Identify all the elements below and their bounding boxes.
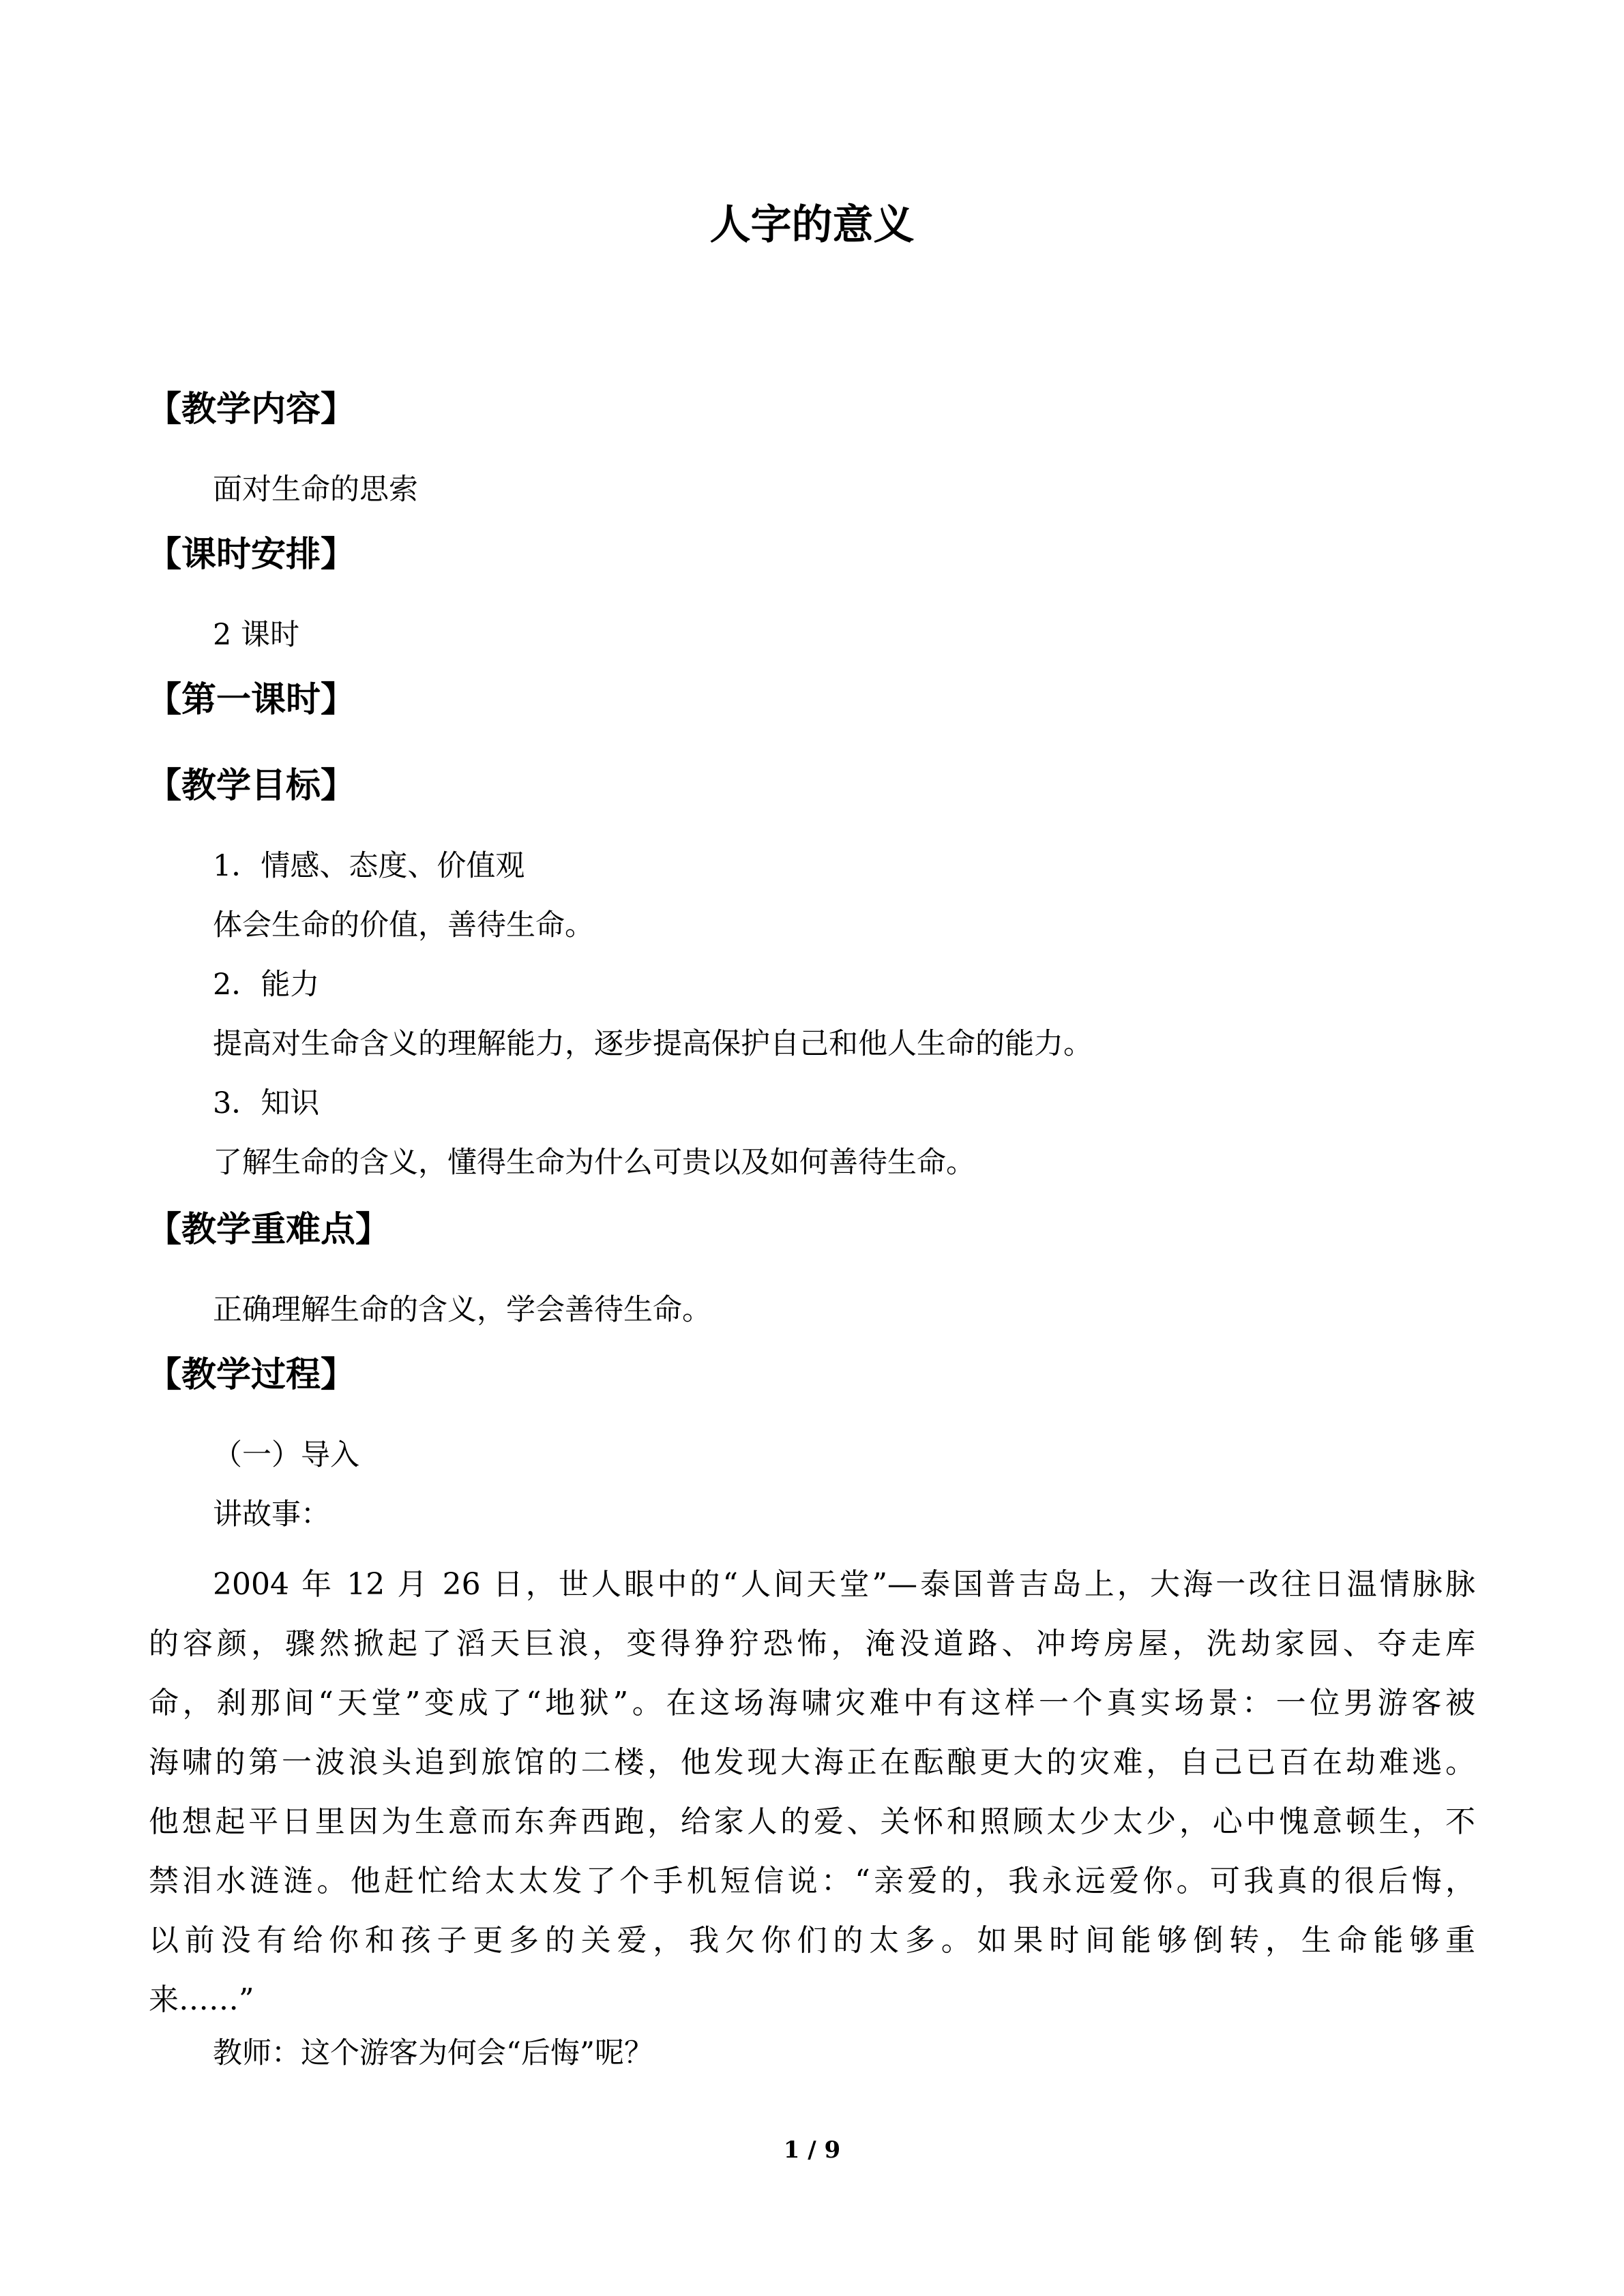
story-paragraph [149,1555,1475,2029]
teacher-question: 教师：这个游客为何会“后悔”呢？ [213,2036,653,2070]
goal-2-text: 提高对生命含义的理解能力，逐步提高保护自己和他人生命的能力。 [213,1027,1093,1061]
story-line: 来……” [149,1982,254,2017]
story-line: 他想起平日里因为生意而东奔西跑，给家人的爱、关怀和照顾太少太少，心中愧意顿生，不 [149,1804,1475,1839]
story-line: 命，刹那间“天堂”变成了“地狱”。在这场海啸灾难中有这样一个真实场景：一位男游客被 [149,1686,1475,1720]
goal-2-title: 2．能力 [213,968,320,1002]
class-schedule-text: 2 课时 [213,618,300,652]
story-line: 2004 年 12 月 26 日，世人眼中的“人间天堂”—泰国普吉岛上，大海一改往日温情脉脉 [213,1567,1475,1602]
teaching-content-text: 面对生命的思索 [213,473,418,507]
heading-class-schedule: 【课时安排】 [147,535,356,575]
page-number: 1 / 9 [783,2136,841,2164]
story-line: 的容颜，骤然掀起了滔天巨浪，变得狰狞恐怖，淹没道路、冲垮房屋，洗劫家园、夺走库 [149,1626,1475,1661]
goal-3-text: 了解生命的含义，懂得生命为什么可贵以及如何善待生命。 [213,1146,975,1180]
goal-1-text: 体会生命的价值，善待生命。 [213,908,594,942]
key-points-text: 正确理解生命的含义，学会善待生命。 [213,1293,711,1327]
heading-first-lesson: 【第一课时】 [147,680,356,720]
heading-key-points: 【教学重难点】 [147,1210,391,1250]
story-line: 以前没有给你和孩子更多的关爱，我欠你们的太多。如果时间能够倒转，生命能够重 [149,1923,1475,1958]
story-line: 海啸的第一波浪头追到旅馆的二楼，他发现大海正在酝酿更大的灾难，自己已百在劫难逃。 [149,1745,1475,1780]
intro-label: （一）导入 [213,1438,359,1472]
page-title: 人字的意义 [709,201,915,249]
heading-teaching-goals: 【教学目标】 [147,766,356,806]
story-line: 禁泪水涟涟。他赶忙给太太发了个手机短信说：“亲爱的，我永远爱你。可我真的很后悔， [149,1864,1475,1898]
heading-teaching-process: 【教学过程】 [147,1355,356,1395]
heading-teaching-content: 【教学内容】 [147,389,356,430]
story-label: 讲故事： [213,1497,330,1532]
goal-1-title: 1．情感、态度、价值观 [213,849,525,883]
goal-3-title: 3．知识 [213,1086,320,1120]
